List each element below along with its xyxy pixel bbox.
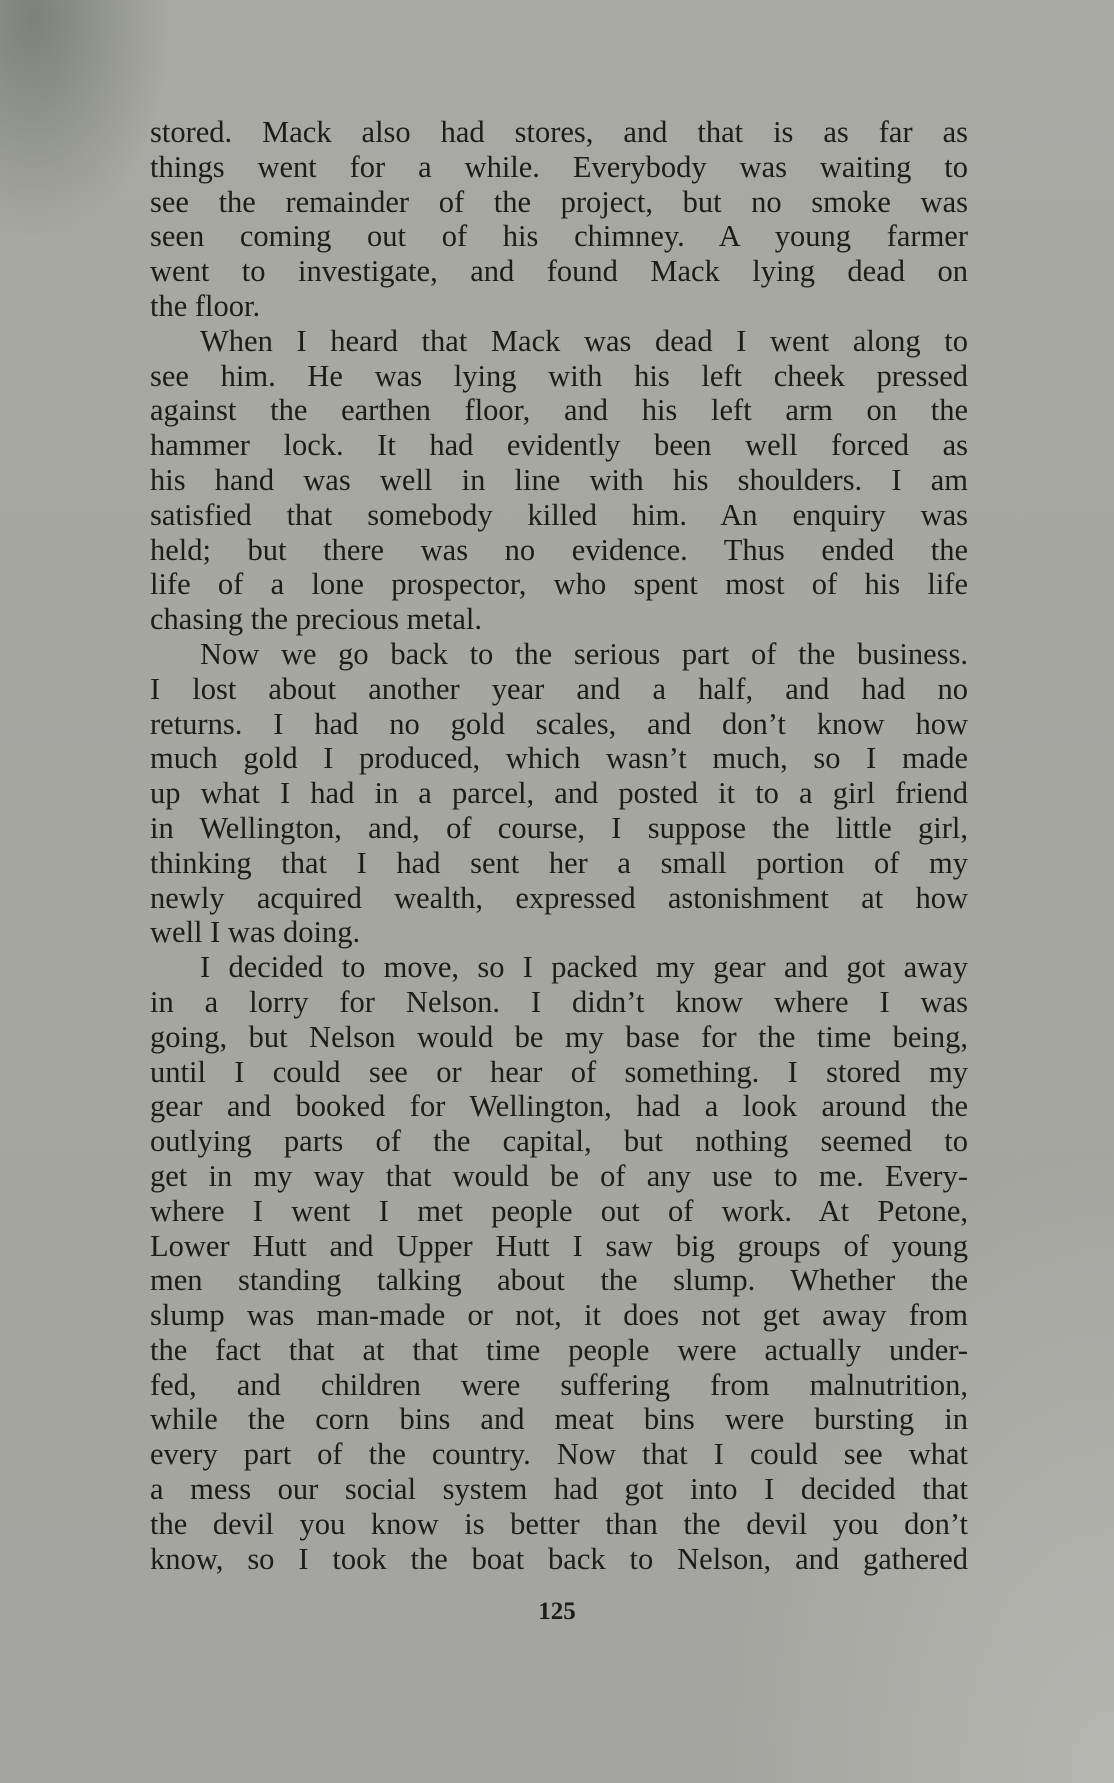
text-line: newly acquired wealth, expressed astonishment at how	[150, 880, 968, 915]
text-line: where I went I met people out of work. At Petone,	[150, 1193, 968, 1228]
text-line: the fact that at that time people were actually under-	[150, 1332, 968, 1367]
text-line: When I heard that Mack was dead I went along to	[200, 323, 968, 358]
text-line: up what I had in a parcel, and posted it to a girl friend	[150, 776, 968, 811]
text-line: outlying parts of the capital, but nothing seemed to	[150, 1124, 968, 1159]
text-line: I decided to move, so I packed my gear and got away	[200, 950, 968, 985]
text-line: in a lorry for Nelson. I didn’t know where I was	[150, 984, 968, 1019]
paragraph-1	[150, 115, 968, 324]
text-line: satisfied that somebody killed him. An enquiry was	[150, 497, 968, 532]
text-line: chasing the precious metal.	[150, 602, 483, 637]
paragraph-3	[150, 637, 968, 950]
text-line: slump was man-made or not, it does not get away from	[150, 1298, 968, 1333]
text-line: get in my way that would be of any use to me. Every-	[150, 1158, 968, 1193]
text-line: the floor.	[150, 288, 261, 323]
text-line: gear and booked for Wellington, had a look around the	[150, 1089, 968, 1124]
text-line: much gold I produced, which wasn’t much, so I made	[150, 741, 968, 776]
text-line: against the earthen floor, and his left arm on the	[150, 393, 968, 428]
text-line: went to investigate, and found Mack lying dead on	[150, 254, 968, 289]
text-line: until I could see or hear of something. I stored my	[150, 1054, 968, 1089]
body-text	[150, 115, 968, 1576]
text-line: life of a lone prospector, who spent most of his life	[150, 567, 968, 602]
text-line: held; but there was no evidence. Thus ended the	[150, 532, 968, 567]
text-line: men standing talking about the slump. Whether the	[150, 1263, 968, 1298]
text-line: stored. Mack also had stores, and that is as far as	[150, 115, 968, 149]
text-line: know, so I took the boat back to Nelson, and gathered	[150, 1541, 968, 1576]
text-line: I lost about another year and a half, and had no	[150, 671, 968, 706]
text-line: Now we go back to the serious part of the business.	[200, 636, 968, 671]
text-line: hammer lock. It had evidently been well forced as	[150, 428, 968, 463]
text-line: seen coming out of his chimney. A young farmer	[150, 219, 968, 254]
text-line: see him. He was lying with his left cheek pressed	[150, 358, 968, 393]
text-line: a mess our social system had got into I decided that	[150, 1472, 968, 1507]
text-line: in Wellington, and, of course, I suppose the little girl,	[150, 810, 968, 845]
text-line: his hand was well in line with his shoulders. I am	[150, 462, 968, 497]
text-line: well I was doing.	[150, 915, 361, 950]
page-number: 125	[538, 1598, 576, 1625]
text-line: Lower Hutt and Upper Hutt I saw big groups of young	[150, 1228, 968, 1263]
text-line: thinking that I had sent her a small portion of my	[150, 845, 968, 880]
text-line: while the corn bins and meat bins were bursting in	[150, 1402, 968, 1437]
text-line: going, but Nelson would be my base for the time being,	[150, 1019, 968, 1054]
paragraph-2	[150, 324, 968, 637]
text-line: every part of the country. Now that I could see what	[150, 1437, 968, 1472]
text-line: see the remainder of the project, but no smoke was	[150, 184, 968, 219]
text-line: returns. I had no gold scales, and don’t know how	[150, 706, 968, 741]
text-line: the devil you know is better than the devil you don’t	[150, 1506, 968, 1541]
text-line: fed, and children were suffering from malnutrition,	[150, 1367, 968, 1402]
text-line: things went for a while. Everybody was waiting to	[150, 149, 968, 184]
paragraph-4	[150, 950, 968, 1576]
